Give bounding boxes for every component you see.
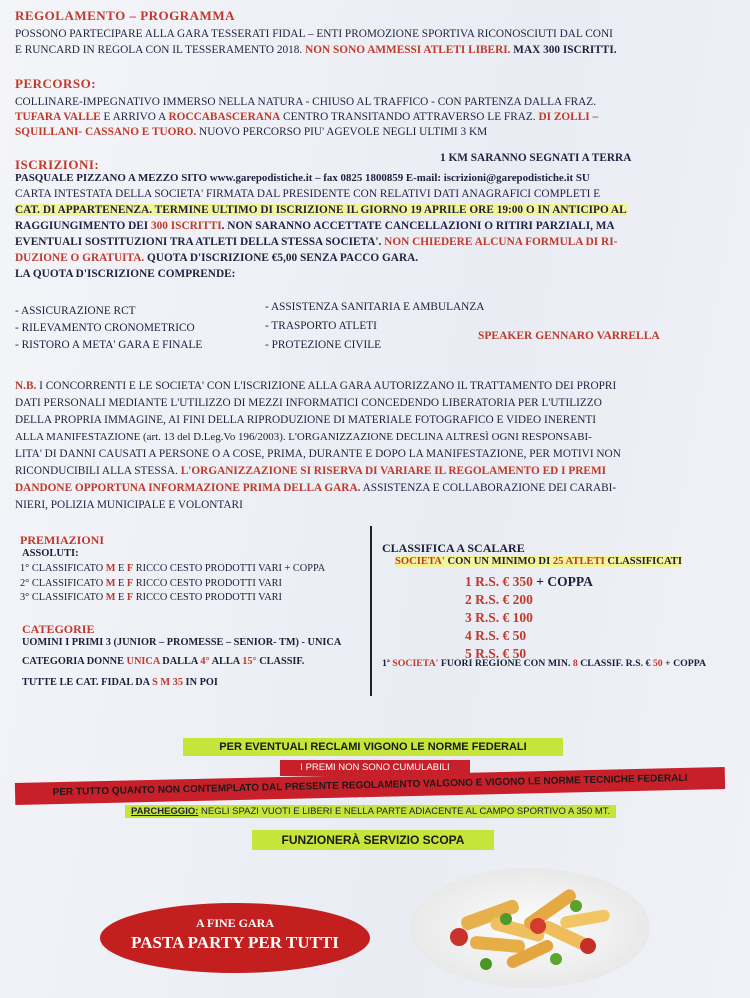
pasta-party-oval (100, 903, 370, 973)
percorso-line4: 1 KM SARANNO SEGNATI A TERRA (440, 152, 632, 164)
premiazione-row: 1° CLASSIFICATO M E F RICCO CESTO PRODOTTI VARI + COPPA (20, 563, 326, 574)
nb-line7: DANDONE OPPORTUNA INFORMAZIONE PRIMA DELLA GARA. ASSISTENZA E COLLABORAZIONE DEI CARABI- (15, 482, 617, 494)
percorso-line1: COLLINARE-IMPEGNATIVO IMMERSO NELLA NATURA - CHIUSO AL TRAFFICO - CON PARTENZA DALLA FRAZ. (15, 96, 597, 108)
rank-row: 2 R.S. € 200 (465, 592, 533, 607)
iscrizioni-line1: PASQUALE PIZZANO A MEZZO SITO www.garepodistiche.it – fax 0825 1800859 E-mail: iscrizioni@garepodistiche.it SU (15, 172, 590, 184)
rank-row: 3 R.S. € 100 (465, 610, 533, 625)
iscrizioni-line2: CARTA INTESTATA DELLA SOCIETA' FIRMATA DAL PRESIDENTE CON RELATIVI DATI ANAGRAFICI COMPLETI E (15, 188, 601, 200)
percorso-line2: TUFARA VALLE E ARRIVO A ROCCABASCERANA CENTRO TRANSITANDO ATTRAVERSO LE FRAZ. DI ZOLLI – (15, 111, 599, 123)
categorie-line2: CATEGORIA DONNE UNICA DALLA 4° ALLA 15° CLASSIF. (22, 656, 305, 667)
categorie-title: CATEGORIE (22, 622, 95, 636)
nb-line8: NIERI, POLIZIA MUNICIPALE E VOLONTARI (15, 499, 243, 511)
classifica-title: CLASSIFICA A SCALARE (382, 541, 525, 555)
services-right-list (265, 298, 484, 355)
classifica-societa: SOCIETA' CON UN MINIMO DI 25 ATLETI CLASSIFICATI (395, 556, 682, 567)
rank-row: 5 R.S. € 50 (465, 646, 527, 661)
iscrizioni-line3: CAT. DI APPARTENENZA. TERMINE ULTIMO DI ISCRIZIONE IL GIORNO 19 APRILE ORE 19:00 O IN ANTICIPO AL (15, 204, 627, 216)
iscrizioni-line5: EVENTUALI SOSTITUZIONI TRA ATLETI DELLA STESSA SOCIETA'. NON CHIEDERE ALCUNA FORMULA DI RI- (15, 236, 618, 248)
premiazione-row: 3° CLASSIFICATO M E F RICCO CESTO PRODOTTI VARI (20, 592, 282, 603)
rank-row: 1 R.S. € 350 + COPPA (465, 574, 593, 589)
premiazioni-title: PREMIAZIONI (20, 533, 105, 547)
service-item: - TRASPORTO ATLETI (265, 320, 377, 332)
regolamento-title: REGOLAMENTO – PROGRAMMA (15, 8, 235, 23)
percorso-line3: SQUILLANI- CASSANO E TUORO. NUOVO PERCORSO PIU' AGEVOLE NEGLI ULTIMI 3 KM (15, 126, 488, 138)
cumulabili-banner: I PREMI NON SONO CUMULABILI (280, 760, 470, 776)
nb-line2: DATI PERSONALI MEDIANTE L'UTILIZZO DI MEZZI INFORMATICI CONCEDENDO LIBERATORIA PER L'UTILIZZO (15, 397, 602, 409)
pasta-plate-image (410, 868, 650, 988)
premiazioni-list (20, 562, 325, 606)
percorso-title: PERCORSO: (15, 76, 97, 91)
categorie-line3: TUTTE LE CAT. FIDAL DA S M 35 IN POI (22, 677, 218, 688)
categorie-line1: UOMINI I PRIMI 3 (JUNIOR – PROMESSE – SENIOR- TM) - UNICA (22, 637, 342, 648)
nb-line5: LITA' DI DANNI CAUSATI A PERSONE O A COSE, PRIMA, DURANTE E DOPO LA MANIFESTAZIONE, PER MOTIVI NON (15, 448, 621, 460)
service-item: - RILEVAMENTO CRONOMETRICO (15, 322, 195, 334)
speaker-credit: SPEAKER GENNARO VARRELLA (478, 330, 660, 342)
rank-row: 4 R.S. € 50 (465, 628, 527, 643)
iscrizioni-line4: RAGGIUNGIMENTO DEI 300 ISCRITTI. NON SARANNO ACCETTATE CANCELLAZIONI O RITIRI PARZIALI, MA (15, 220, 615, 232)
classifica-ranks (465, 573, 593, 663)
nb-line3: DELLA PROPRIA IMMAGINE, AI FINI DELLA RIPRODUZIONE DI MATERIALE FOTOGRAFICO E VIDEO INERENTI (15, 414, 597, 426)
premiazione-row: 2° CLASSIFICATO M E F RICCO CESTO PRODOTTI VARI (20, 577, 282, 589)
nb-line1: N.B. I CONCORRENTI E LE SOCIETA' CON L'ISCRIZIONE ALLA GARA AUTORIZZANO IL TRATTAMENTO DEI PROPRI (15, 380, 617, 392)
service-item: - PROTEZIONE CIVILE (265, 339, 382, 351)
premiazioni-subtitle: ASSOLUTI: (22, 548, 79, 559)
services-left-list (15, 303, 202, 354)
scopa-banner: FUNZIONERÀ SERVIZIO SCOPA (252, 830, 494, 850)
iscrizioni-title: ISCRIZIONI: (15, 157, 100, 172)
service-item: - ASSICURAZIONE RCT (15, 305, 136, 317)
iscrizioni-line6: DUZIONE O GRATUITA. QUOTA D'ISCRIZIONE €5,00 SENZA PACCO GARA. (15, 252, 419, 264)
norme-banner: PER TUTTO QUANTO NON CONTEMPLATO DAL PRESENTE REGOLAMENTO VALGONO E VIGONO LE NORME TECNICHE FEDERALI (15, 767, 725, 805)
service-item: - RISTORO A META' GARA E FINALE (15, 339, 203, 351)
parcheggio-banner: PARCHEGGIO: NEGLI SPAZI VUOTI E LIBERI E NELLA PARTE ADIACENTE AL CAMPO SPORTIVO A 350 MT. (125, 805, 616, 818)
nb-line6: RICONDUCIBILI ALLA STESSA. L'ORGANIZZAZIONE SI RISERVA DI VARIARE IL REGOLAMENTO ED I PREMI (15, 465, 607, 477)
pasta-party-line2: PASTA PARTY PER TUTTI (131, 933, 339, 952)
nb-line4: ALLA MANIFESTAZIONE (art. 13 del D.Leg.Vo 196/2003). L'ORGANIZZAZIONE DECLINA ALTRESÌ OGNI RESPONSABI- (15, 431, 592, 443)
column-divider (370, 526, 372, 696)
reclami-banner: PER EVENTUALI RECLAMI VIGONO LE NORME FEDERALI (183, 738, 563, 756)
iscrizioni-line7: LA QUOTA D'ISCRIZIONE COMPRENDE: (15, 268, 236, 280)
regolamento-line2: E RUNCARD IN REGOLA CON IL TESSERAMENTO 2018. NON SONO AMMESSI ATLETI LIBERI. MAX 300 ISCRITTI. (15, 44, 617, 56)
classifica-fuori-regione: 1ª SOCIETA' FUORI REGIONE CON MIN. 8 CLASSIF. R.S. € 50 + COPPA (382, 658, 707, 669)
regolamento-line1: POSSONO PARTECIPARE ALLA GARA TESSERATI FIDAL – ENTI PROMOZIONE SPORTIVA RICONOSCIUTI DAL CONI (15, 28, 613, 40)
service-item: - ASSISTENZA SANITARIA E AMBULANZA (265, 301, 485, 313)
pasta-party-line1: A FINE GARA (195, 916, 274, 930)
